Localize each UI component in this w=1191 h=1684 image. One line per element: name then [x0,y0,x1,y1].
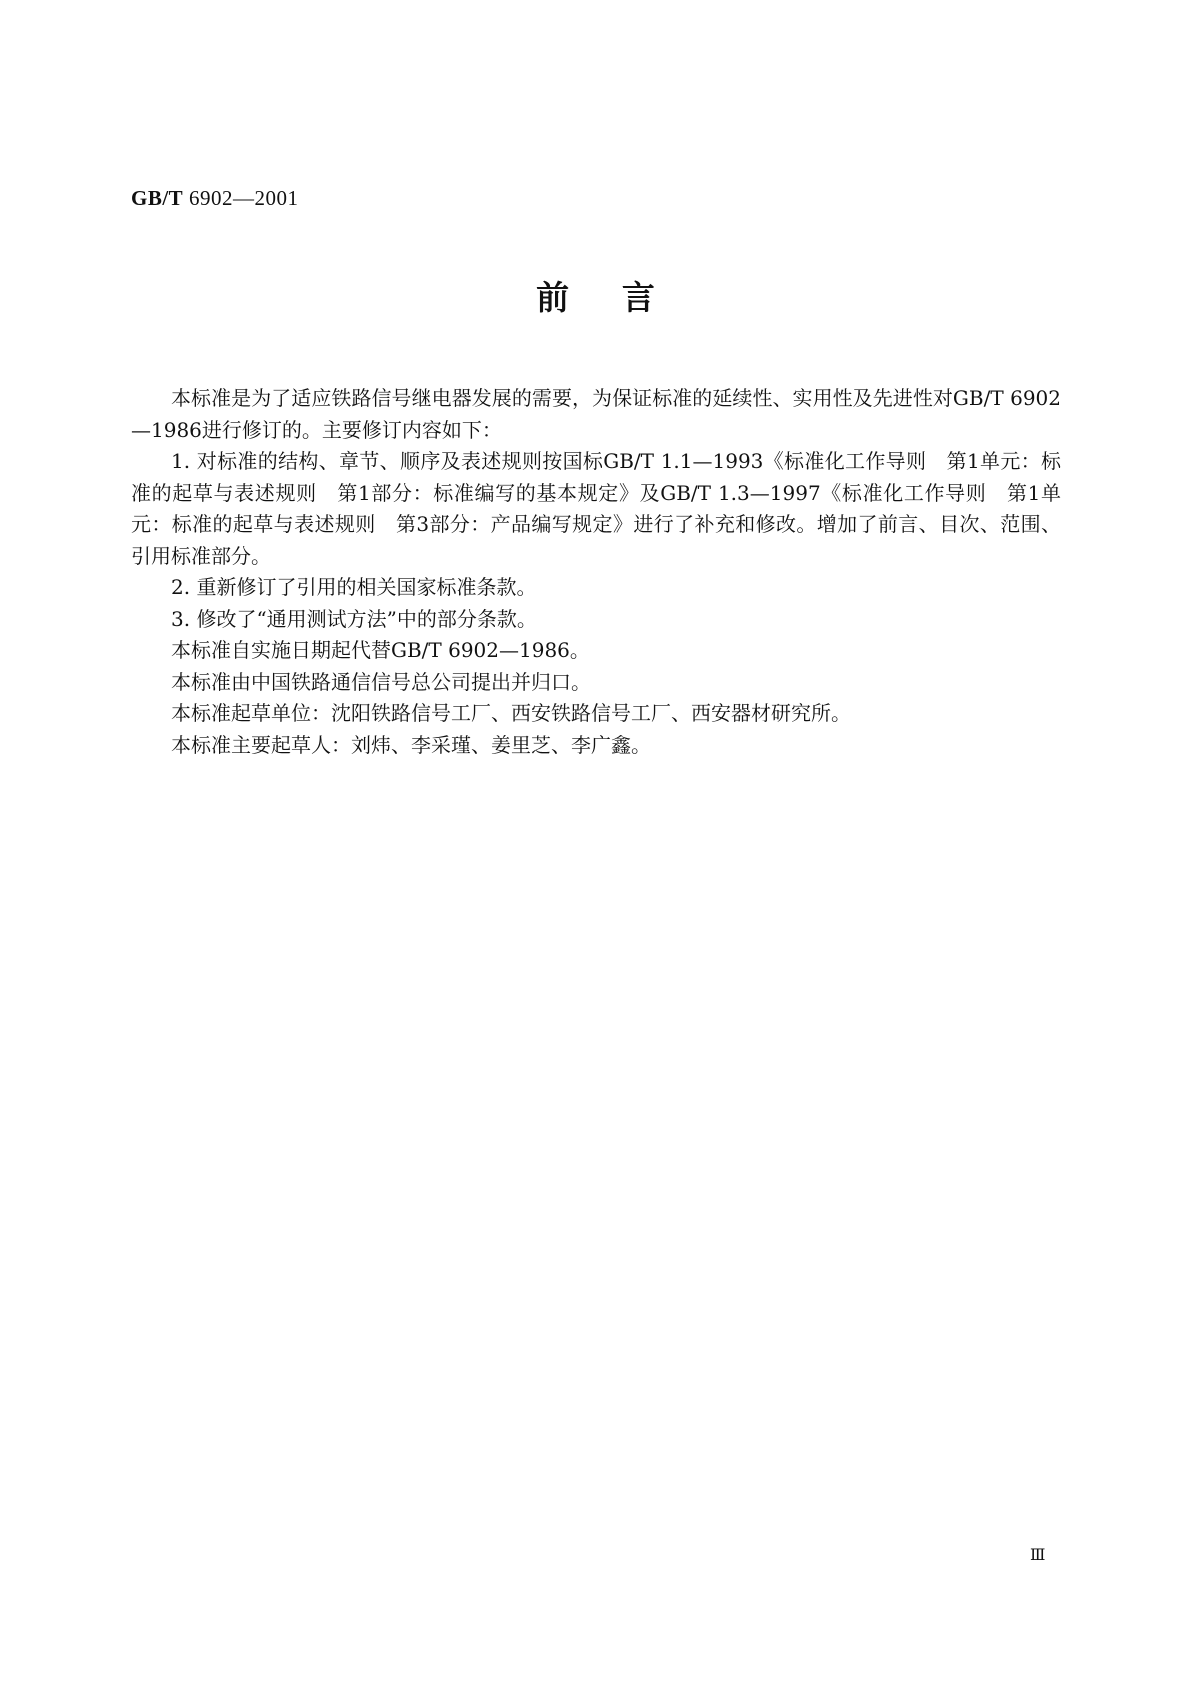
foreword-body [131,383,1061,761]
paragraph-proposer: 本标准由中国铁路通信信号总公司提出并归口。 [171,669,591,694]
paragraph-replacement: 本标准自实施日期起代替GB/T 6902—1986。 [171,638,590,662]
paragraph-item-1: 1. 对标准的结构、章节、顺序及表述规则按国标GB/T 1.1—1993《标准化工作导则 第1单元：标准的起草与表述规则 第1部分：标准编写的基本规定》及GB/T 1.3—1997《标准化工作导则 第1单元：标准的起草与表述规则 第3部分：产品编写规定》进行了补充和修改。增加了前言、目次、范围、引用标准部分。 [131,449,1061,568]
paragraph-item-3: 3. 修改了“通用测试方法”中的部分条款。 [171,606,537,631]
paragraph-drafters: 本标准主要起草人：刘炜、李采瑾、姜里芝、李广鑫。 [171,732,651,757]
document-code [131,186,298,211]
page-number: Ⅲ [1030,1545,1046,1564]
paragraph-drafting-units: 本标准起草单位：沈阳铁路信号工厂、西安铁路信号工厂、西安器材研究所。 [171,701,851,725]
paragraph-item-2: 2. 重新修订了引用的相关国家标准条款。 [171,575,537,599]
document-code-prefix: GB/T [131,186,184,210]
paragraph-intro: 本标准是为了适应铁路信号继电器发展的需要，为保证标准的延续性、实用性及先进性对GB/T 6902—1986进行修订的。主要修订内容如下： [131,386,1061,442]
page-title: 前言 [536,278,708,317]
document-code-number: 6902—2001 [188,186,299,210]
